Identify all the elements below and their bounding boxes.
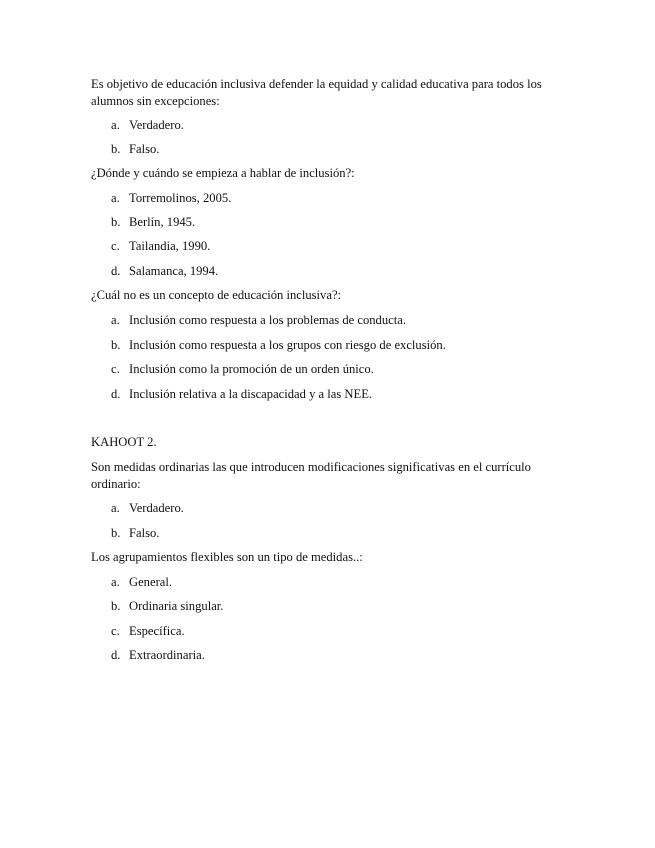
option-text: Inclusión relativa a la discapacidad y a las NEE.: [129, 387, 373, 401]
option-letter: b.: [111, 526, 121, 540]
option-text: Extraordinaria.: [129, 648, 205, 662]
option-letter: b.: [111, 338, 121, 352]
option-4b: [111, 525, 159, 542]
option-4a: [111, 500, 184, 517]
option-letter: a.: [111, 501, 120, 515]
option-letter: a.: [111, 313, 120, 327]
option-3c: [111, 361, 374, 378]
option-letter: c.: [111, 624, 120, 638]
option-text: Torremolinos, 2005.: [129, 191, 232, 205]
option-text: Inclusión como respuesta a los grupos con riesgo de exclusión.: [129, 338, 446, 352]
option-text: Específica.: [129, 624, 185, 638]
option-letter: a.: [111, 575, 120, 589]
option-letter: d.: [111, 264, 121, 278]
option-2c: [111, 238, 210, 255]
question-1: Es objetivo de educación inclusiva defender la equidad y calidad educativa para todos los alumnos sin excepciones:: [91, 77, 542, 108]
section-heading: KAHOOT 2.: [91, 435, 157, 449]
option-1a: [111, 117, 184, 134]
option-letter: d.: [111, 387, 121, 401]
option-text: Inclusión como la promoción de un orden único.: [129, 362, 374, 376]
option-5a: [111, 574, 172, 591]
option-text: Verdadero.: [129, 118, 184, 132]
option-letter: a.: [111, 118, 120, 132]
option-1b: [111, 141, 159, 158]
question-3: ¿Cuál no es un concepto de educación inclusiva?:: [91, 288, 342, 302]
option-text: Falso.: [129, 526, 160, 540]
option-2d: [111, 263, 218, 280]
option-text: Berlín, 1945.: [129, 215, 196, 229]
question-2: ¿Dónde y cuándo se empieza a hablar de inclusión?:: [91, 166, 355, 180]
option-5b: [111, 598, 223, 615]
option-letter: b.: [111, 215, 121, 229]
option-letter: c.: [111, 362, 120, 376]
option-5c: [111, 623, 185, 640]
option-3b: [111, 337, 446, 354]
option-letter: b.: [111, 599, 121, 613]
option-text: Tailandia, 1990.: [129, 239, 211, 253]
option-2a: [111, 190, 231, 207]
option-text: Ordinaria singular.: [129, 599, 224, 613]
option-text: Salamanca, 1994.: [129, 264, 219, 278]
option-5d: [111, 647, 205, 664]
option-3a: [111, 312, 406, 329]
option-letter: a.: [111, 191, 120, 205]
option-text: Verdadero.: [129, 501, 184, 515]
option-letter: b.: [111, 142, 121, 156]
option-text: General.: [129, 575, 173, 589]
option-text: Inclusión como respuesta a los problemas de conducta.: [129, 313, 406, 327]
option-2b: [111, 214, 195, 231]
option-text: Falso.: [129, 142, 160, 156]
option-letter: c.: [111, 239, 120, 253]
question-5: Los agrupamientos flexibles son un tipo de medidas..:: [91, 550, 363, 564]
option-3d: [111, 386, 372, 403]
option-letter: d.: [111, 648, 121, 662]
question-4: Son medidas ordinarias las que introducen modificaciones significativas en el currículo ordinario:: [91, 460, 531, 491]
